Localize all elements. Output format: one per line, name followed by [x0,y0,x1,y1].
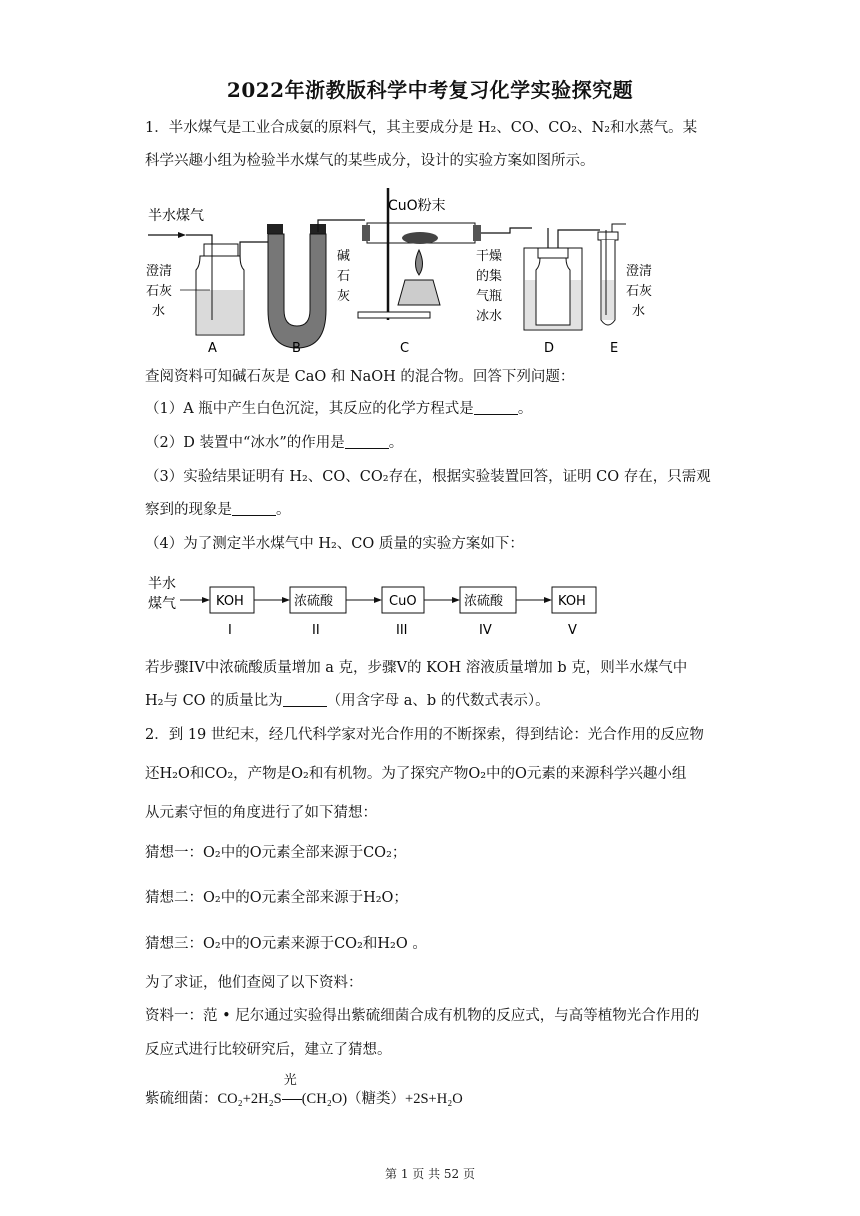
q1-part-1-text: （1）A 瓶中产生白色沉淀，其反应的化学方程式是 [145,401,474,417]
blank [474,400,518,415]
d-side-4: 冰水 [476,309,503,324]
equation-reactants: CO₂+2H₂S [217,1091,282,1107]
a-side-2: 石灰 [146,284,173,299]
q1-part-5b-pre: H₂与 CO 的质量比为 [145,693,283,709]
flow-start-1: 半水 [148,576,176,592]
letter-e: E [610,341,619,356]
u-tube-b [258,220,365,348]
q2-line-3: 从元素守恒的角度进行了如下猜想： [145,805,377,821]
e-side-2: 石灰 [626,284,653,299]
flow-box-1: KOH [216,594,244,609]
equation-condition-text: 光 [283,1073,297,1088]
b-side-2: 石 [337,269,351,284]
q1-part-3b [145,499,291,521]
q1-part-2 [145,432,403,454]
blank [283,692,327,707]
blank [232,501,276,516]
letter-d: D [544,341,555,356]
page-footer: 第 1 页 共 52 页 [385,1167,475,1181]
d-side-3: 气瓶 [476,289,503,304]
equation-product: (CH₂O) [301,1091,348,1107]
q2-equation [145,1073,463,1110]
q1-part-5b-post: （用含字母 a、b 的代数式表示）。 [326,693,550,709]
flow-diagram [140,572,610,642]
a-side-1: 澄清 [146,264,173,279]
q1-part-3b-text: 察到的现象是 [145,502,232,518]
q2-guess-2: 猜想二：O₂中的O元素全部来源于H₂O； [145,890,408,906]
q1-part-3a: （3）实验结果证明有 H₂、CO、CO₂存在，根据实验装置回答，证明 CO 存在，只需观 [145,469,711,485]
cold-bottle-d [524,228,600,330]
flow-box-5: KOH [558,594,586,609]
q2-ref-1b: 反应式进行比较研究后，建立了猜想。 [145,1042,392,1058]
flow-box-4: 浓硫酸 [464,594,504,609]
blank [345,434,389,449]
b-side-3: 灰 [337,289,351,304]
flow-start-2: 煤气 [148,596,176,612]
equation-products-rest: +2S+H₂O [405,1091,463,1107]
d-side-2: 的集 [476,269,503,284]
q2-ref-1a: 资料一：范 • 尼尔通过实验得出紫硫细菌合成有机物的反应式，与高等植物光合作用的 [145,1008,700,1024]
page-title: 2022年浙教版科学中考复习化学实验探究题 [226,78,634,102]
gas-label: 半水煤气 [148,208,204,224]
q1-line-1: 1．半水煤气是工业合成氨的原料气，其主要成分是 H₂、CO、CO₂、N₂和水蒸气。某 [145,120,698,136]
q1-part-3b-end: 。 [276,502,291,518]
q2-line-2: 还H₂O和CO₂，产物是O₂和有机物。为了探究产物O₂中的O元素的来源科学兴趣小组 [145,766,687,782]
q1-part-2-text: （2）D 装置中“冰水”的作用是 [145,435,345,451]
e-side-3: 水 [632,304,646,319]
flow-box-3: CuO [389,594,417,609]
q1-part-5b [145,690,550,712]
q1-part-1 [145,398,532,420]
equation-note: （糖类） [347,1091,406,1107]
a-side-3: 水 [152,304,166,319]
letter-c: C [400,341,410,356]
d-side-1: 干燥 [476,249,503,264]
flow-box-2: 浓硫酸 [294,594,334,609]
flow-numeral-5: V [568,623,577,638]
q1-part-5a: 若步骤IV中浓硫酸质量增加 a 克，步骤V的 KOH 溶液质量增加 b 克，则半水煤气中 [145,660,688,676]
letter-b: B [292,341,301,356]
q2-verify: 为了求证，他们查阅了以下资料： [145,975,363,991]
q1-part-4: （4）为了测定半水煤气中 H₂、CO 质量的实验方案如下： [145,536,524,552]
equation-condition [282,1073,302,1110]
q1-line-2: 科学兴趣小组为检验半水煤气的某些成分，设计的实验方案如图所示。 [145,153,595,169]
flow-numeral-1: I [228,623,232,638]
letter-a: A [208,341,217,356]
q2-line-1: 2．到 19 世纪末，经几代科学家对光合作用的不断探索，得到结论：光合作用的反应物 [145,727,704,743]
q1-part-2-end: 。 [388,435,404,451]
flow-numeral-4: IV [479,623,492,638]
q1-info: 查阅资料可知碱石灰是 CaO 和 NaOH 的混合物。回答下列问题： [145,369,575,385]
e-side-1: 澄清 [626,264,653,279]
q1-part-1-end: 。 [517,401,533,417]
flow-numeral-2: II [312,623,320,638]
flow-numeral-3: III [396,623,408,638]
bottle-a [186,235,258,335]
q2-guess-3: 猜想三：O₂中的O元素来源于CO₂和H₂O 。 [145,936,427,952]
equation-arrow-line [282,1099,302,1100]
apparatus-diagram [140,180,660,360]
q2-guess-1: 猜想一：O₂中的O元素全部来源于CO₂； [145,845,407,861]
c-label: CuO粉末 [388,198,446,214]
test-tube-e [598,224,626,325]
equation-label: 紫硫细菌： [145,1091,218,1107]
b-side-1: 碱 [337,249,351,264]
